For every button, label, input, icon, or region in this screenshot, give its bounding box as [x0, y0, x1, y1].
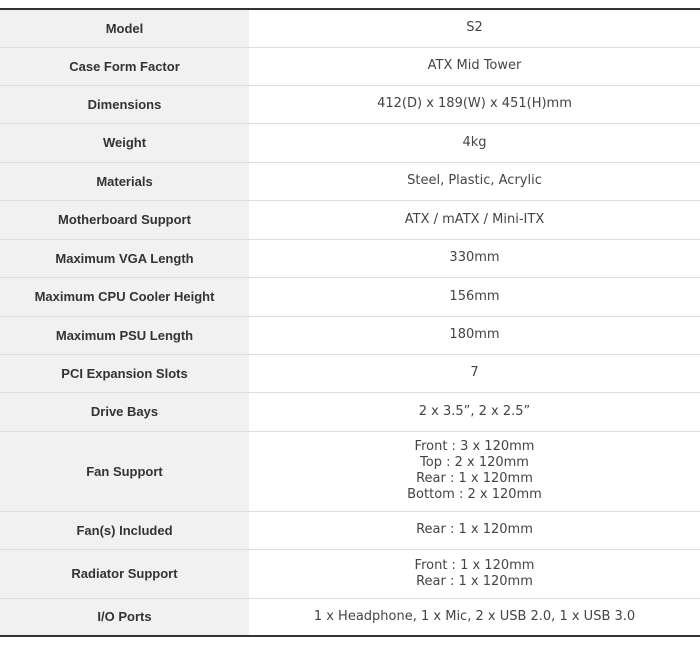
- spec-label: Materials: [0, 162, 249, 200]
- spec-value-line: Bottom : 2 x 120mm: [407, 487, 542, 502]
- spec-value: [249, 549, 700, 598]
- spec-label: Case Form Factor: [0, 47, 249, 85]
- spec-row-motherboard-support: [0, 200, 700, 239]
- spec-value-line: 412(D) x 189(W) x 451(H)mm: [377, 96, 572, 111]
- spec-value-line: S2: [466, 20, 483, 36]
- spec-value: [249, 392, 700, 431]
- spec-row-fan-support: [0, 431, 700, 511]
- spec-value: [249, 200, 700, 239]
- spec-value-line: Rear : 1 x 120mm: [416, 573, 533, 589]
- spec-value-line: Rear : 1 x 120mm: [416, 471, 533, 486]
- spec-value-line: 330mm: [449, 250, 500, 265]
- spec-row-pci-expansion-slots: [0, 354, 700, 392]
- spec-value-line: ATX Mid Tower: [427, 58, 522, 73]
- spec-table-body: [0, 9, 700, 636]
- spec-row-drive-bays: [0, 392, 700, 431]
- spec-value-line: 4kg: [462, 134, 487, 150]
- spec-row-fan-s-included: [0, 511, 700, 549]
- spec-value: [249, 511, 700, 549]
- spec-row-materials: [0, 162, 700, 200]
- spec-table: [0, 8, 700, 637]
- spec-value: [249, 47, 700, 85]
- spec-value-line: Steel, Plastic, Acrylic: [407, 173, 542, 188]
- spec-label: Fan(s) Included: [0, 511, 249, 549]
- spec-value: [249, 431, 700, 511]
- spec-value-line: 2 x 3.5”, 2 x 2.5”: [418, 403, 531, 419]
- spec-label: Fan Support: [0, 431, 249, 511]
- spec-label: Maximum VGA Length: [0, 239, 249, 277]
- spec-value-line: 1 x Headphone, 1 x Mic, 2 x USB 2.0, 1 x USB 3.0: [313, 608, 636, 624]
- spec-row-maximum-cpu-cooler-height: [0, 277, 700, 316]
- spec-label: Maximum PSU Length: [0, 316, 249, 354]
- spec-label: Weight: [0, 123, 249, 162]
- spec-value: [249, 85, 700, 123]
- spec-value: [249, 239, 700, 277]
- spec-row-dimensions: [0, 85, 700, 123]
- spec-value-line: Top : 2 x 120mm: [420, 455, 529, 470]
- spec-row-weight: [0, 123, 700, 162]
- spec-value-line: ATX / mATX / Mini-ITX: [404, 211, 545, 227]
- spec-row-maximum-psu-length: [0, 316, 700, 354]
- spec-value: [249, 598, 700, 636]
- spec-label: Drive Bays: [0, 392, 249, 431]
- spec-value: [249, 354, 700, 392]
- spec-row-case-form-factor: [0, 47, 700, 85]
- spec-value: [249, 277, 700, 316]
- spec-label: Maximum CPU Cooler Height: [0, 277, 249, 316]
- spec-value: [249, 316, 700, 354]
- spec-label: Radiator Support: [0, 549, 249, 598]
- spec-value: [249, 162, 700, 200]
- spec-label: I/O Ports: [0, 598, 249, 636]
- spec-label: Motherboard Support: [0, 200, 249, 239]
- spec-row-model: [0, 9, 700, 47]
- spec-value-line: Front : 1 x 120mm: [414, 557, 535, 573]
- spec-label: Dimensions: [0, 85, 249, 123]
- spec-value-line: 156mm: [449, 288, 500, 304]
- spec-value: [249, 123, 700, 162]
- spec-value-line: 180mm: [449, 327, 500, 342]
- spec-row-maximum-vga-length: [0, 239, 700, 277]
- spec-label: PCI Expansion Slots: [0, 354, 249, 392]
- spec-row-i-o-ports: [0, 598, 700, 636]
- spec-value: [249, 9, 700, 47]
- spec-value-line: Rear : 1 x 120mm: [416, 522, 533, 537]
- spec-label: Model: [0, 9, 249, 47]
- spec-row-radiator-support: [0, 549, 700, 598]
- spec-value-line: 7: [470, 365, 479, 380]
- spec-value-line: Front : 3 x 120mm: [414, 439, 535, 454]
